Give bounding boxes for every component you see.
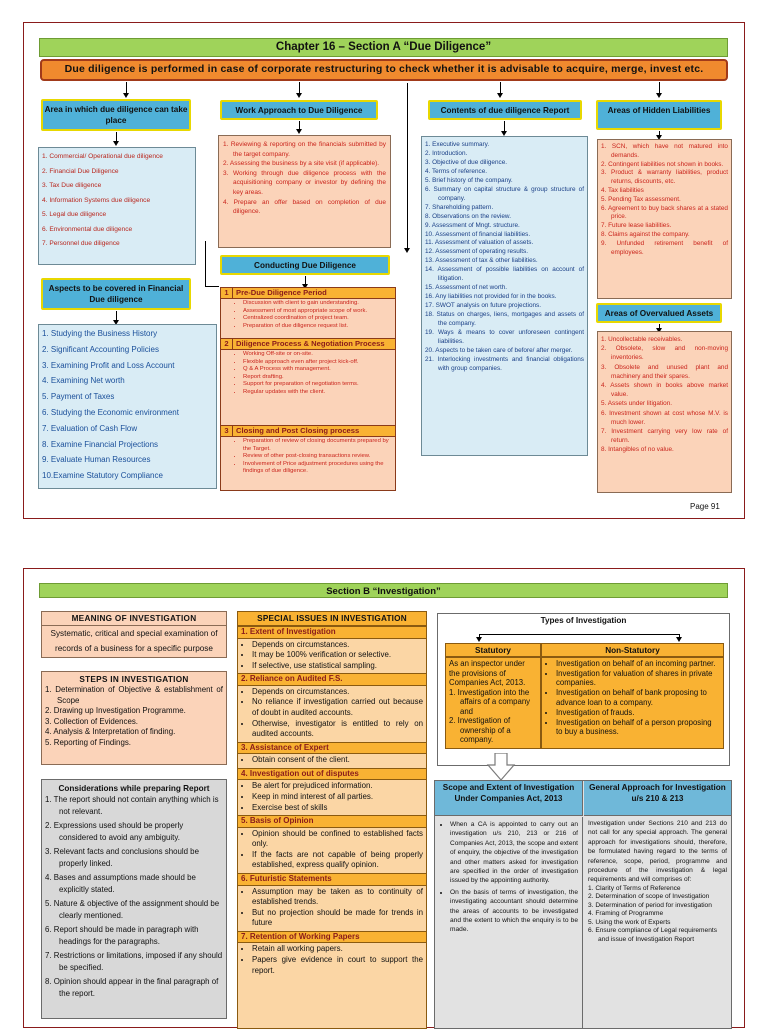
- page-investigation: [23, 568, 745, 1028]
- list-item: • Assumption may be taken as to continuity of established trends.: [252, 887, 426, 908]
- due-diligence-banner: Due diligence is performed in case of corporate restructuring to check whether it is advisable to acquire, merge, invest etc.: [40, 59, 728, 81]
- list-item: 2. Significant Accounting Policies: [42, 344, 159, 354]
- list-item: • If selective, use statistical sampling.: [252, 661, 426, 672]
- list-item: 6. Investment shown at cost whose M.V. is much lower.: [601, 409, 728, 426]
- contents-heading: Contents of due diligence Report: [428, 100, 582, 120]
- list-item: • Keep in mind interest of all parties.: [252, 792, 426, 803]
- list-item: • Retain all working papers.: [252, 944, 426, 955]
- list-item: 2. Determination of scope of Investigation: [588, 893, 710, 901]
- section-b-title: Section B “Investigation”: [39, 583, 728, 598]
- list-item: 2. Investigation of ownership of a company.: [449, 716, 511, 744]
- list-item: 6. Ensure compliance of Legal requirements and issue of Investigation Report: [588, 927, 718, 943]
- aspects-heading: Aspects to be covered in Financial Due diligence: [41, 278, 191, 310]
- meaning-box: [41, 611, 227, 658]
- list-item: 5. Reporting of Findings.: [45, 737, 131, 747]
- list-item: 1. Clarity of Terms of Reference: [588, 884, 681, 892]
- list-item: 8. Examine Financial Projections: [42, 439, 159, 449]
- list-item: 8. Intangibles of no value.: [601, 446, 674, 454]
- down-arrow-hollow: [486, 753, 516, 781]
- list-item: • Exercise best of skills: [252, 803, 426, 814]
- statutory-intro: As an inspector under the provisions of Companies Act, 2013.: [449, 659, 526, 687]
- section-number: 1: [221, 288, 233, 298]
- list-item: 3. Collection of Evidences.: [45, 716, 138, 726]
- list-item: • Be alert for prejudiced information.: [252, 781, 426, 792]
- hidden-list: [597, 139, 732, 299]
- section-title: Closing and Post Closing process: [236, 426, 360, 435]
- list-item: 12. Assessment of operating results.: [425, 248, 529, 256]
- connector: [205, 286, 219, 287]
- list-item: 1. Studying the Business History: [42, 329, 158, 338]
- list-item: • Preparation of review of closing documents prepared by the Target.: [243, 438, 395, 453]
- list-item: • Centralized coordination of project team.: [243, 315, 395, 323]
- list-item: 7. Evaluation of Cash Flow: [42, 423, 138, 433]
- section-number: 3: [221, 426, 233, 436]
- special-section-title: 1. Extent of Investigation: [238, 626, 426, 639]
- list-item: 5. Using the work of Experts: [588, 918, 671, 926]
- statutory-box: [445, 657, 541, 749]
- section-number: 2: [221, 339, 233, 349]
- list-item: 9. Assessment of Mngt. structure.: [425, 221, 520, 229]
- list-item: 3. Determination of period for investigation: [588, 901, 712, 909]
- list-item: 6. Environmental due diligence: [42, 225, 133, 233]
- list-item: • Papers give evidence in court to support the report.: [252, 955, 426, 976]
- list-item: 2. Financial Due Diligence: [42, 167, 119, 175]
- list-item: 2. Obsolete, slow and non-moving inventories.: [601, 345, 728, 362]
- list-item: 21. Interlocking investments and financial obligations with group companies.: [425, 355, 584, 372]
- list-item: 4. Analysis & Interpretation of finding.: [45, 727, 176, 737]
- special-section-title: 6. Futuristic Statements: [238, 873, 426, 886]
- list-item: 9. Unfunded retirement benefit of employees.: [601, 239, 728, 256]
- contents-list: [421, 136, 588, 456]
- list-item: 5. Assets under litigation.: [601, 400, 673, 408]
- considerations-heading: Considerations while preparing Report: [58, 784, 210, 793]
- list-item: 16. Any liabilities not provided for in the books.: [425, 293, 557, 301]
- list-item: • Flexible approach even after project kick-off.: [243, 359, 395, 367]
- general-text: Investigation under Sections 210 and 213 do not call for any special approach. The general approach for investigations should, therefore, be formulated having regard to the terms of reference, scope, period, programme and procedure of the investigation & legal requirements and will comprises of:: [588, 820, 727, 884]
- special-section-title: 7. Retention of Working Papers: [238, 931, 426, 944]
- hidden-heading: Areas of Hidden Liabilities: [596, 100, 722, 130]
- conducting-box: [220, 287, 396, 491]
- list-item: 20. Aspects to be taken care of before/ after merger.: [425, 346, 573, 354]
- list-item: 11. Assessment of valuation of assets.: [425, 239, 534, 247]
- list-item: 4. Assets shown in books above market value.: [601, 382, 728, 399]
- list-item: 2. Drawing up Investigation Programme.: [45, 706, 186, 716]
- overvalued-list: [597, 331, 732, 493]
- list-item: 7. Future lease liabilities.: [601, 222, 672, 230]
- list-item: 10. Assessment of financial liabilities.: [425, 230, 531, 238]
- list-item: 3. Working through due diligence process with the acquisitioning company or investor by defining the key areas.: [223, 169, 386, 196]
- list-item: 5. Nature & objective of the assignment should be clearly mentioned.: [45, 899, 220, 920]
- list-item: • Investigation on behalf of bank proposing to advance loan to a company.: [556, 688, 720, 707]
- list-item: 8. Opinion should appear in the final paragraph of the report.: [45, 977, 219, 998]
- list-item: 6. Summary on capital structure & group structure of company.: [425, 185, 584, 202]
- list-item: 10.Examine Statutory Compliance: [42, 471, 163, 481]
- list-item: • It may be 100% verification or selective.: [252, 650, 426, 661]
- list-item: 1. The report should not contain anything which is not relevant.: [45, 795, 219, 816]
- list-item: • Investigation on behalf of a person proposing to buy a business.: [556, 718, 720, 737]
- list-item: 7. Personnel due diligence: [42, 240, 120, 247]
- list-item: • Involvement of Price adjustment procedures using the findings of due diligence.: [243, 461, 395, 476]
- list-item: 4. Prepare an offer based on completion of due diligence.: [223, 198, 386, 216]
- aspects-list: [38, 324, 217, 489]
- list-item: • Investigation on behalf of an incoming partner.: [556, 659, 720, 668]
- list-item: 4. Framing of Programme: [588, 910, 664, 918]
- section-title: Pre-Due Diligence Period: [236, 288, 327, 297]
- conducting-section-title: [221, 339, 395, 350]
- list-item: 1. Determination of Objective & establishment of Scope: [45, 685, 223, 705]
- meaning-text: Systematic, critical and special examination of records of a business for a specific purpose: [50, 629, 218, 653]
- section-title: Diligence Process & Negotiation Process: [236, 339, 385, 348]
- list-item: 3. Relevant facts and conclusions should be properly linked.: [45, 847, 199, 868]
- special-heading: SPECIAL ISSUES IN INVESTIGATION: [238, 612, 426, 626]
- list-item: 6. Studying the Economic environment: [42, 407, 179, 417]
- types-heading: Types of Investigation: [540, 616, 627, 625]
- list-item: 4. Terms of reference.: [425, 167, 488, 175]
- list-item: • Support for preparation of negotiation terms.: [243, 381, 395, 389]
- general-heading: General Approach for Investigation u/s 210 & 213: [584, 781, 731, 816]
- nonstatutory-label: Non-Statutory: [541, 643, 724, 657]
- list-item: 5. Legal due diligence: [42, 211, 107, 218]
- list-item: 1. Investigation into the affairs of a company and: [449, 687, 531, 716]
- steps-box: [41, 671, 227, 765]
- overvalued-heading: Areas of Overvalued Assets: [596, 303, 722, 323]
- special-section-title: 2. Reliance on Audited F.S.: [238, 673, 426, 686]
- list-item: 1. Commercial/ Operational due diligence: [42, 153, 163, 160]
- list-item: 13. Assessment of tax & other liabilities.: [425, 257, 538, 265]
- list-item: • Depends on circumstances.: [252, 687, 426, 698]
- list-item: 1. SCN, which have not matured into demands.: [601, 143, 728, 159]
- list-item: 17. SWOT analysis on future projections.: [425, 302, 542, 310]
- list-item: 3. Product & warranty liabilities, product returns, discounts, etc.: [601, 169, 728, 186]
- list-item: • Regular updates with the client.: [243, 389, 395, 397]
- conducting-section: [221, 339, 395, 426]
- scope-body: [435, 817, 583, 1028]
- general-body: [584, 817, 731, 1028]
- conducting-heading: Conducting Due Diligence: [220, 255, 390, 275]
- list-item: 15. Assessment of net worth.: [425, 284, 508, 292]
- list-item: • Assessment of most appropriate scope of work.: [243, 308, 395, 316]
- list-item: 4. Tax liabilities: [601, 186, 644, 194]
- list-item: 3. Obsolete and unused plant and machinery and their spares.: [601, 363, 728, 380]
- list-item: • Investigation of frauds.: [556, 708, 720, 717]
- list-item: • Investigation for valuation of shares in private companies.: [556, 669, 720, 688]
- work-heading: Work Approach to Due Diligence: [220, 100, 378, 120]
- list-item: 5. Payment of Taxes: [42, 392, 115, 402]
- list-item: 2. Assessing the business by a site visit (if applicable).: [223, 160, 380, 168]
- special-issues-box: [237, 611, 427, 1029]
- list-item: 1. Executive summary.: [425, 141, 490, 148]
- list-item: • Report drafting.: [243, 374, 395, 382]
- conducting-section: [221, 288, 395, 339]
- list-item: 9. Evaluate Human Resources: [42, 455, 151, 465]
- list-item: • Preparation of due diligence request list.: [243, 323, 395, 331]
- list-item: • Obtain consent of the client.: [252, 755, 426, 766]
- list-item: • Working Off-site or on-site.: [243, 351, 395, 359]
- statutory-label: Statutory: [445, 643, 541, 657]
- special-section-title: 3. Assistance of Expert: [238, 742, 426, 755]
- list-item: • When a CA is appointed to carry out an investigation u/s 210, 213 or 216 of Companies Act, 2013, the scope and extent of enquiry, the objective of the investigation and other matters asked for investigation are specified in the order of investigation issued by the appointing authority.: [450, 820, 578, 886]
- list-item: 3. Examining Profit and Loss Account: [42, 360, 175, 370]
- list-item: • Otherwise, investigator is entitled to rely on audited accounts.: [252, 719, 426, 740]
- list-item: • No reliance if investigation carried out because of doubt in audited accounts.: [252, 697, 426, 718]
- list-item: 14. Assessment of possible liabilities on account of litigation.: [425, 266, 584, 283]
- special-section-title: 5. Basis of Opinion: [238, 815, 426, 828]
- list-item: • Depends on circumstances.: [252, 640, 426, 651]
- list-item: 4. Bases and assumptions made should be explicitly stated.: [45, 873, 196, 894]
- list-item: • On the basis of terms of investigation, the investigating accountant should determine the areas of accounts to be investigated and the extent to which the enquiry is to be made.: [450, 888, 578, 935]
- list-item: 4. Information Systems due diligence: [42, 196, 151, 204]
- list-item: • Review of other post-closing transactions review.: [243, 453, 395, 461]
- areas-heading: Area in which due diligence can take place: [41, 99, 191, 131]
- list-item: 8. Claims against the company.: [601, 230, 690, 238]
- list-item: 18. Status on charges, liens, mortgages and assets of the company.: [425, 311, 584, 328]
- list-item: • Discussion with client to gain understanding.: [243, 300, 395, 308]
- connector: [479, 634, 679, 635]
- list-item: 2. Expressions used should be properly considered to avoid any ambiguity.: [45, 821, 184, 842]
- list-item: 4. Examining Net worth: [42, 376, 125, 386]
- list-item: 1. Uncollectable receivables.: [601, 336, 683, 343]
- list-item: 19. Ways & means to cover unforeseen contingent liabilities.: [425, 329, 584, 345]
- list-item: • But no projection should be made for trends in future: [252, 908, 426, 929]
- page-number: Page 91: [690, 502, 720, 511]
- conducting-section-title: [221, 288, 395, 299]
- conducting-section-title: [221, 426, 395, 437]
- list-item: 7. Shareholding pattern.: [425, 203, 494, 211]
- special-section-title: 4. Investigation out of disputes: [238, 768, 426, 781]
- areas-list: [38, 147, 196, 265]
- work-list: [218, 135, 391, 248]
- list-item: 7. Restrictions or limitations, imposed if any should be specified.: [45, 951, 223, 972]
- conducting-section: [221, 426, 395, 492]
- list-item: • Opinion should be confined to established facts only.: [252, 829, 426, 850]
- list-item: 3. Objective of due diligence.: [425, 158, 508, 166]
- chapter-title: Chapter 16 – Section A “Due Diligence”: [39, 38, 728, 57]
- nonstatutory-box: [541, 657, 724, 749]
- list-item: 5. Pending Tax assessment.: [601, 195, 681, 203]
- list-item: 6. Report should be made in paragraph with headings for the paragraphs.: [45, 925, 199, 946]
- list-item: 7. Investment carrying very low rate of return.: [601, 428, 728, 445]
- list-item: 8. Observations on the review.: [425, 212, 511, 220]
- connector: [205, 241, 206, 286]
- list-item: 3. Tax Due diligence: [42, 182, 102, 189]
- list-item: 6. Agreement to buy back shares at a stated price.: [601, 204, 728, 221]
- list-item: 2. Introduction.: [425, 149, 468, 157]
- list-item: 1. Reviewing & reporting on the financials submitted by the target company.: [223, 141, 386, 158]
- meaning-heading: MEANING OF INVESTIGATION: [42, 612, 226, 626]
- list-item: • Q & A Process with management.: [243, 366, 395, 374]
- considerations-box: [41, 779, 227, 1019]
- list-item: 2. Contingent liabilities not shown in books.: [601, 160, 724, 168]
- page-due-diligence: [23, 22, 745, 519]
- list-item: 5. Brief history of the company.: [425, 176, 513, 184]
- steps-heading: STEPS IN INVESTIGATION: [79, 675, 189, 684]
- scope-heading: Scope and Extent of Investigation Under Companies Act, 2013: [435, 781, 583, 816]
- list-item: • If the facts are not capable of being properly established, express qualify opinion.: [252, 850, 426, 871]
